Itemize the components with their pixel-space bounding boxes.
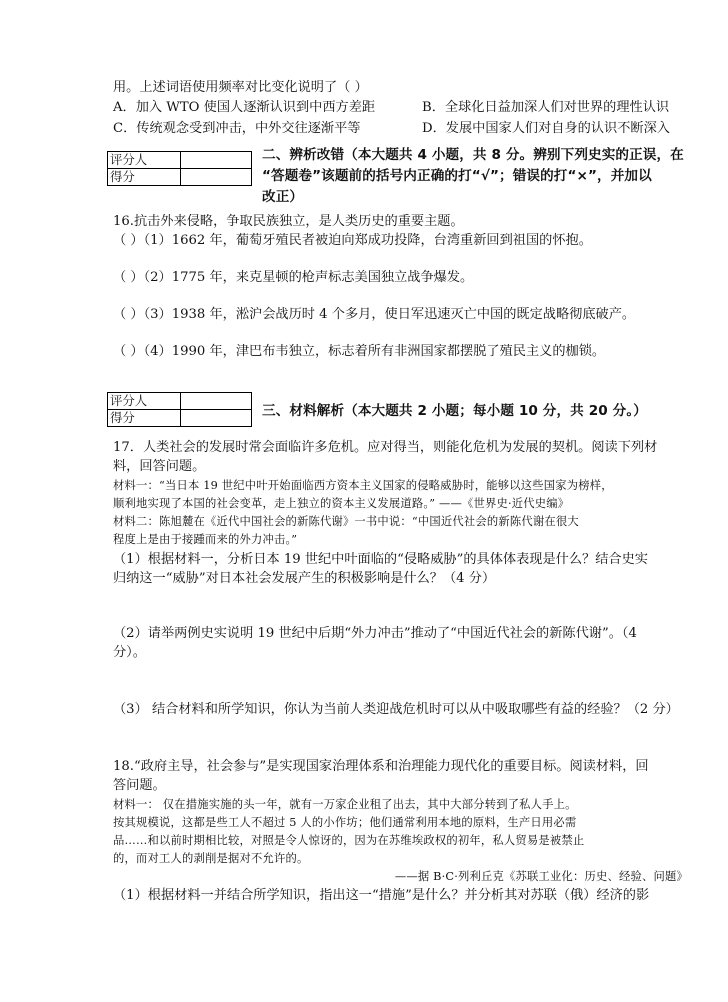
q17-sub2-line2: 分）。 <box>113 645 146 660</box>
q17-stem-line1: 17．人类社会的发展时常会面临许多危机。应对得当，则能化危机为发展的契机。阅读下列材 <box>113 440 658 455</box>
q16-item-4: （ ）（4）1990 年，津巴布韦独立，标志着所有非洲国家都摆脱了殖民主义的枷锁。 <box>113 344 606 359</box>
option-c: C．传统观念受到冲击，中外交往逐渐平等 <box>113 121 361 136</box>
q18-stem-line2: 答问题。 <box>113 778 166 793</box>
q18-sub1-line1: （1）根据材料一并结合所学知识，指出这一“措施”是什么？并分析其对苏联（俄）经济的影 <box>113 888 650 903</box>
score-cell-2 <box>181 410 252 427</box>
grader-label: 评分人 <box>108 152 181 169</box>
q18-material-1-line1: 材料一： 仅在措施实施的头一年，就有一万家企业租了出去，其中大部分转到了私人手上。 <box>113 798 577 811</box>
option-d: D．发展中国家人们对自身的认识不断深入 <box>422 121 670 136</box>
option-b: B．全球化日益加深人们对世界的理性认识 <box>422 100 670 115</box>
section-2-heading-line2: “答题卷”该题前的括号内正确的打“√”；错误的打“×”，并加以 <box>262 168 652 184</box>
q16-item-2: （ ）（2）1775 年，来克星顿的枪声标志美国独立战争爆发。 <box>113 270 474 285</box>
grader-cell <box>181 152 252 169</box>
grader-cell-2 <box>181 393 252 410</box>
q17-sub2-line1: （2）请举两例史实说明 19 世纪中后期“外力冲击”推动了“中国近代社会的新陈代谢”。（4 <box>113 626 637 641</box>
q16-stem: 16.抗击外来侵略，争取民族独立，是人类历史的重要主题。 <box>113 214 464 229</box>
q18-stem-line1: 18.“政府主导，社会参与”是实现国家治理体系和治理能力现代化的重要目标。阅读材料，回 <box>113 759 649 774</box>
section-3-heading: 三、材料解析（本大题共 2 小题；每小题 10 分，共 20 分。） <box>262 403 647 419</box>
q18-material-1-line4: 的，而对工人的剥削是据对不允许的。 <box>113 852 309 865</box>
q17-material-1-line2: 顺利地实现了本国的社会变革，走上独立的资本主义发展道路。” ——《世界史·近代史编》 <box>113 497 570 510</box>
score-box <box>107 151 252 186</box>
score-cell <box>181 169 252 186</box>
score-label-2: 得分 <box>108 410 181 427</box>
option-a: A．加入 WTO 使国人逐渐认识到中西方差距 <box>113 100 376 115</box>
q17-material-2-line1: 材料二：陈旭麓在《近代中国社会的新陈代谢》一书中说：“中国近代社会的新陈代谢在很大 <box>113 515 579 528</box>
score-label: 得分 <box>108 169 181 186</box>
q17-stem-line2: 料，回答问题。 <box>113 459 206 474</box>
q16-item-3: （ ）（3）1938 年，淞沪会战历时 4 个多月，使日军迅速灭亡中国的既定战略彻底破产。 <box>113 307 636 322</box>
grader-label-2: 评分人 <box>108 393 181 410</box>
q18-source: ——据 B·C·列利丘克《苏联工业化：历史、经验、问题》 <box>394 870 688 883</box>
q17-sub3: （3） 结合材料和所学知识，你认为当前人类迎战危机时可以从中吸取哪些有益的经验？（2 分） <box>113 702 679 717</box>
q17-sub1-line2: 归纳这一“威胁”对日本社会发展产生的积极影响是什么？（4 分） <box>113 571 496 586</box>
q17-material-2-line2: 程度上是由于接踵而来的外力冲击。” <box>113 533 298 546</box>
section-2-heading-line3: 改正） <box>262 189 304 205</box>
q16-item-1: （ ）（1）1662 年，葡萄牙殖民者被迫向郑成功投降，台湾重新回到祖国的怀抱。 <box>113 233 592 248</box>
q18-material-1-line2: 按其规模说，这都是些工人不超过 5 人的小作坊；他们通常利用本地的原料，生产日用必需 <box>113 816 577 829</box>
q18-material-1-line3: 品……和以前时期相比较，对照是令人惊讶的，因为在苏维埃政权的初年，私人贸易是被禁止 <box>113 834 585 847</box>
score-box-2 <box>107 392 252 427</box>
section-2-heading-line1: 二、辨析改错（本大题共 4 小题，共 8 分。辨别下列史实的正误，在 <box>262 147 684 163</box>
q17-material-1-line1: 材料一：“当日本 19 世纪中叶开始面临西方资本主义国家的侵略威胁时，能够以这些国家为榜样， <box>113 479 613 492</box>
prev-question-tail: 用。上述词语使用频率对比变化说明了（ ） <box>113 80 368 95</box>
q17-sub1-line1: （1）根据材料一，分析日本 19 世纪中叶面临的“侵略威胁”的具体体表现是什么？结合史实 <box>113 552 648 567</box>
